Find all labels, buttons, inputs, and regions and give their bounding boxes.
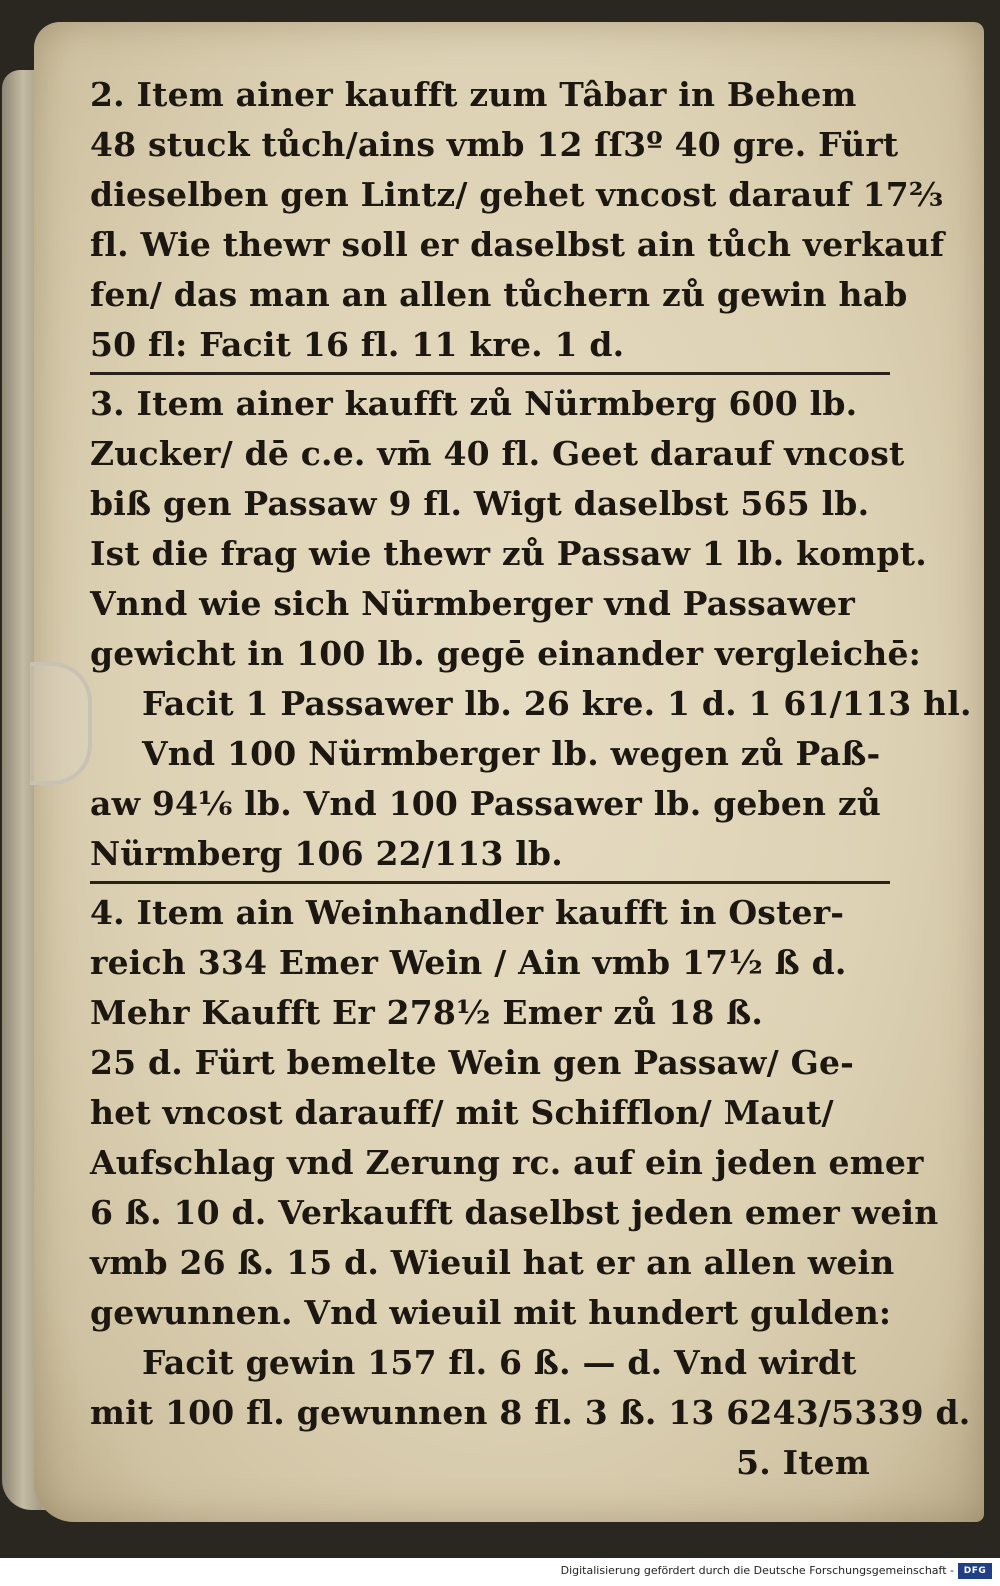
text-line: Vnd 100 Nürmberger lb. wegen zů Paß-: [142, 734, 881, 773]
funding-credit: Digitalisierung gefördert durch die Deutsche Forschungsgemeinschaft -: [560, 1564, 954, 1577]
text-line: Aufschlag vnd Zerung rc. auf ein jeden emer: [90, 1143, 924, 1182]
text-line: 6 ß. 10 d. Verkaufft daselbst jeden emer wein: [90, 1193, 939, 1232]
text-line: fen/ das man an allen tůchern zů gewin hab: [90, 275, 908, 314]
text-line: 48 stuck tůch/ains vmb 12 ſſ3º 40 gre. Fürt: [90, 125, 899, 164]
text-line: dieselben gen Lintz/ gehet vncost darauf 17⅔: [90, 175, 944, 214]
page-text: [90, 70, 972, 1488]
text-line: Ist die frag wie thewr zů Passaw 1 lb. kompt.: [90, 534, 927, 573]
text-line: het vncost darauff/ mit Schifflon/ Maut/: [90, 1093, 834, 1132]
text-line: Nürmberg 106 22/113 lb.: [90, 834, 563, 873]
text-line: biß gen Passaw 9 fl. Wigt daselbst 565 lb.: [90, 484, 870, 523]
text-line: 2. Item ainer kaufft zum Tâbar in Behem: [90, 75, 857, 114]
text-line: 4. Item ain Weinhandler kaufft in Oster-: [90, 893, 845, 932]
problem-4: [90, 888, 971, 1488]
text-line: gewunnen. Vnd wieuil mit hundert gulden:: [90, 1293, 892, 1332]
book-page: [34, 22, 984, 1522]
section-rule: [90, 372, 890, 375]
dfg-logo: DFG: [958, 1563, 992, 1579]
catchword: 5. Item: [736, 1443, 870, 1482]
section-rule: [90, 881, 890, 884]
facit-line: Facit 1 Passawer lb. 26 kre. 1 d. 1 61/113 hl.: [142, 684, 972, 723]
text-line: fl. Wie thewr soll er daselbst ain tůch verkauf: [90, 225, 945, 264]
facit-line: Facit gewin 157 fl. 6 ß. — d. Vnd wirdt: [142, 1343, 857, 1382]
problem-2: [90, 70, 945, 370]
text-line: Vnnd wie sich Nürmberger vnd Passawer: [90, 584, 855, 623]
text-line: Mehr Kaufft Er 278½ Emer zů 18 ß.: [90, 993, 764, 1032]
text-line: 25 d. Fürt bemelte Wein gen Passaw/ Ge-: [90, 1043, 855, 1082]
text-line: gewicht in 100 lb. gegē einander vergleichē:: [90, 634, 922, 673]
text-line: aw 94⅙ lb. Vnd 100 Passawer lb. geben zů: [90, 784, 882, 823]
footer-bar: [0, 1558, 1000, 1586]
text-line: Zucker/ dē c.e. vm̄ 40 fl. Geet darauf vncost: [90, 434, 905, 473]
text-line: mit 100 fl. gewunnen 8 fl. 3 ß. 13 6243/5339 d.: [90, 1393, 971, 1432]
text-line: vmb 26 ß. 15 d. Wieuil hat er an allen wein: [90, 1243, 895, 1282]
clasp-ribbon: [30, 662, 92, 785]
text-line: reich 334 Emer Wein / Ain vmb 17½ ß d.: [90, 943, 847, 982]
problem-3: [90, 379, 972, 879]
facit-line: 50 fl: Facit 16 fl. 11 kre. 1 d.: [90, 325, 625, 364]
text-line: 3. Item ainer kaufft zů Nürmberg 600 lb.: [90, 384, 858, 423]
